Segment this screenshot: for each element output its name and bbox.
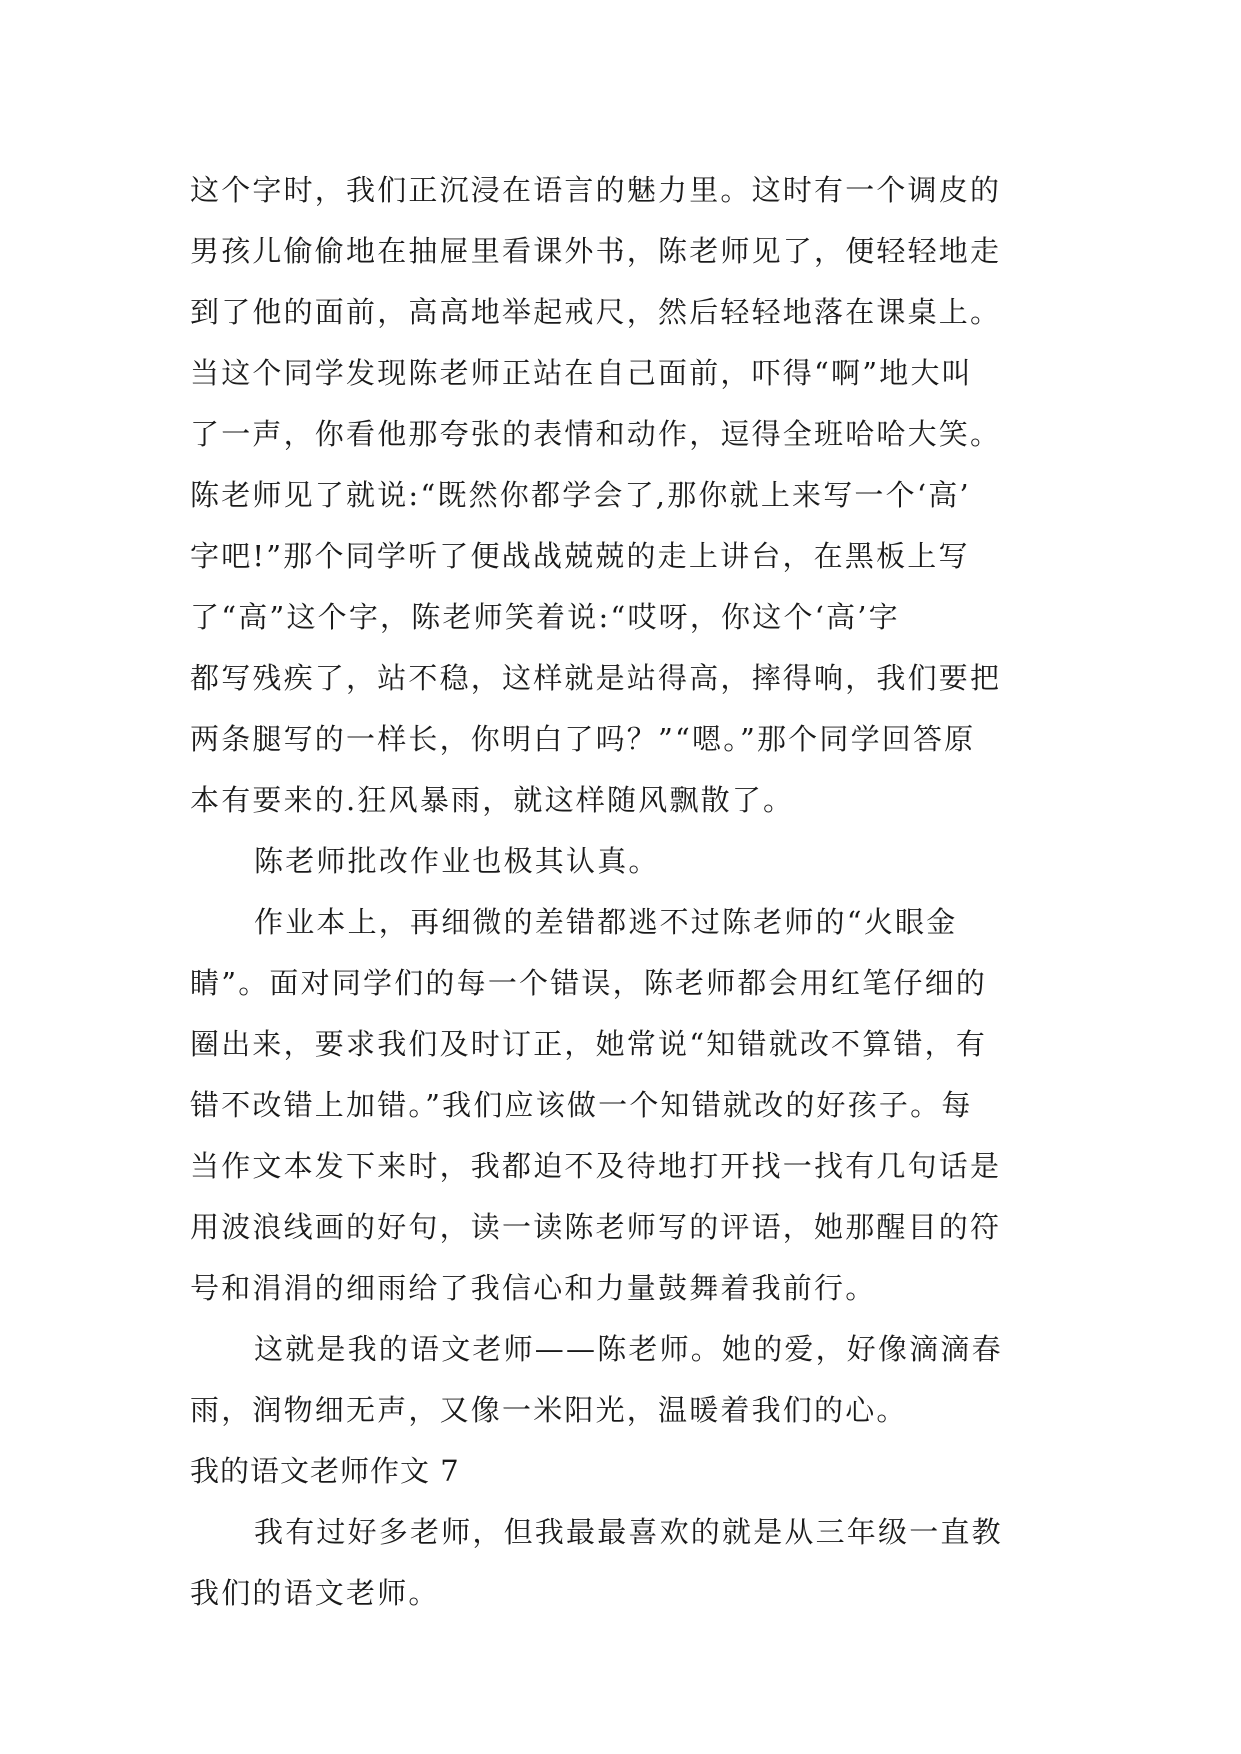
paragraph <box>190 1319 1050 1441</box>
text-line: 睛”。面对同学们的每一个错误，陈老师都会用红笔仔细的 <box>190 966 988 1000</box>
text-line: 了“高”这个字，陈老师笑着说:“哎呀，你这个‘高’字 <box>190 600 900 634</box>
text-line: 用波浪线画的好句，读一读陈老师写的评语，她那醒目的符 <box>190 1210 1002 1244</box>
text-line: 陈老师批改作业也极其认真。 <box>254 844 660 878</box>
text-line: 这就是我的语文老师——陈老师。她的爱，好像滴滴春 <box>254 1332 1003 1366</box>
text-line: 错不改错上加错。”我们应该做一个知错就改的好孩子。每 <box>190 1088 973 1122</box>
paragraph <box>190 892 1050 1319</box>
text-line: 陈老师见了就说:“既然你都学会了,那你就上来写一个‘高’ <box>190 478 971 512</box>
text-line: 男孩儿偷偷地在抽屉里看课外书，陈老师见了，便轻轻地走 <box>190 234 1002 268</box>
text-line: 了一声，你看他那夸张的表情和动作，逗得全班哈哈大笑。 <box>190 417 1002 451</box>
text-line: 本有要来的.狂风暴雨，就这样随风飘散了。 <box>190 783 795 817</box>
text-line: 到了他的面前，高高地举起戒尺，然后轻轻地落在课桌上。 <box>190 295 1002 329</box>
text-line: 作业本上，再细微的差错都逃不过陈老师的“火眼金 <box>254 905 958 939</box>
heading-text: 我的语文老师作文 7 <box>190 1454 460 1488</box>
text-line: 雨，润物细无声，又像一米阳光，温暖着我们的心。 <box>190 1393 908 1427</box>
text-line: 我有过好多老师，但我最最喜欢的就是从三年级一直教 <box>254 1515 1003 1549</box>
document-body <box>190 160 1050 1624</box>
paragraph <box>190 1502 1050 1624</box>
text-line: 都写残疾了，站不稳，这样就是站得高，摔得响，我们要把 <box>190 661 1002 695</box>
text-line: 字吧!”那个同学听了便战战兢兢的走上讲台，在黑板上写 <box>190 539 970 573</box>
text-line: 两条腿写的一样长，你明白了吗？”“嗯。”那个同学回答原 <box>190 722 976 756</box>
text-line: 号和涓涓的细雨给了我信心和力量鼓舞着我前行。 <box>190 1271 877 1305</box>
text-line: 当这个同学发现陈老师正站在自己面前，吓得“啊”地大叫 <box>190 356 973 390</box>
text-line: 当作文本发下来时，我都迫不及待地打开找一找有几句话是 <box>190 1149 1002 1183</box>
paragraph <box>190 160 1050 831</box>
section-heading <box>190 1441 1050 1502</box>
text-line: 这个字时，我们正沉浸在语言的魅力里。这时有一个调皮的 <box>190 173 1002 207</box>
paragraph <box>190 831 1050 892</box>
text-line: 我们的语文老师。 <box>190 1576 440 1610</box>
text-line: 圈出来，要求我们及时订正，她常说“知错就改不算错，有 <box>190 1027 988 1061</box>
